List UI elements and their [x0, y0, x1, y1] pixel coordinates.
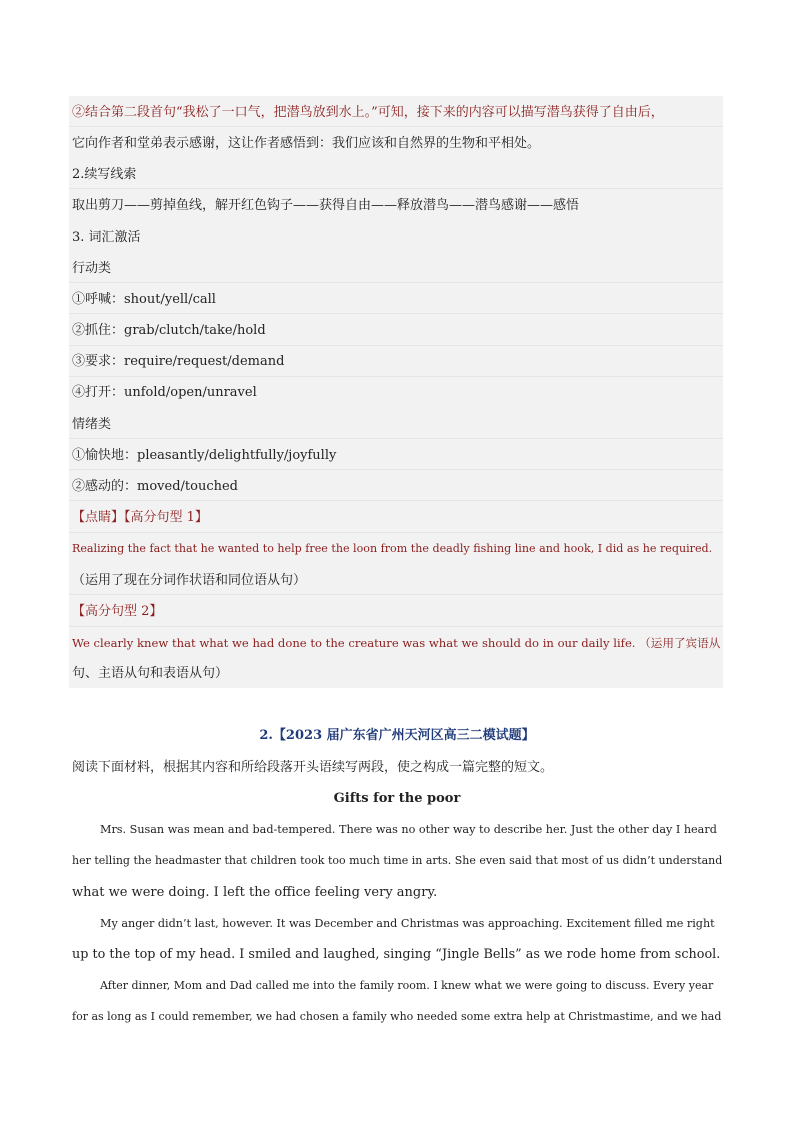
- story-line: for as long as I could remember, we had chosen a family who needed some extra help at Christmastime, and we had: [72, 1010, 722, 1023]
- action-item: ③要求：require/request/demand: [72, 354, 285, 369]
- question-instruction: 阅读下面材料，根据其内容和所给段落开头语续写两段，使之构成一篇完整的短文。: [72, 760, 554, 775]
- emotion-item: ②感动的：moved/touched: [72, 479, 238, 494]
- divider: [69, 376, 723, 377]
- story-line: what we were doing. I left the office feeling very angry.: [72, 885, 438, 900]
- sentence-2-heading: 【高分句型 2】: [72, 604, 163, 619]
- divider: [69, 500, 723, 501]
- divider: [69, 438, 723, 439]
- sentence-1: Realizing the fact that he wanted to help free the loon from the deadly fishing line and hook, I did as he required.: [72, 542, 713, 555]
- highlight-heading: 【点睛】【高分句型 1】: [72, 510, 208, 525]
- divider: [69, 594, 723, 595]
- divider: [69, 313, 723, 314]
- divider: [69, 345, 723, 346]
- sentence-1-note: （运用了现在分词作状语和同位语从句）: [72, 573, 307, 588]
- story-line: My anger didn’t last, however. It was December and Christmas was approaching. Excitement filled me right: [100, 917, 715, 930]
- clue-heading: 2.续写线索: [72, 167, 137, 182]
- divider: [69, 626, 723, 627]
- sentence-2: We clearly knew that what we had done to the creature was what we should do in our daily life. （运用了宾语从: [72, 636, 721, 650]
- analysis-point-2-cont: 它向作者和堂弟表示感谢，这让作者感悟到：我们应该和自然界的生物和平相处。: [72, 136, 541, 151]
- emotion-heading: 情绪类: [72, 417, 112, 432]
- analysis-point-2: ②结合第二段首句“我松了一口气，把潜鸟放到水上。”可知，接下来的内容可以描写潜鸟获得了自由后，: [72, 105, 664, 120]
- story-line: After dinner, Mom and Dad called me into the family room. I knew what we were going to discuss. Every year: [100, 979, 714, 992]
- action-item: ②抓住：grab/clutch/take/hold: [72, 323, 266, 338]
- divider: [69, 282, 723, 283]
- divider: [69, 126, 723, 127]
- action-item: ①呼喊：shout/yell/call: [72, 292, 216, 307]
- action-heading: 行动类: [72, 261, 112, 276]
- question-title: 2.【2023 届广东省广州天河区高三二模试题】: [259, 728, 535, 743]
- clue-text: 取出剪刀——剪掉鱼线，解开红色钩子——获得自由——释放潜鸟——潜鸟感谢——感悟: [72, 198, 580, 213]
- divider: [69, 532, 723, 533]
- divider: [69, 469, 723, 470]
- story-line: Mrs. Susan was mean and bad-tempered. There was no other way to describe her. Just the other day I heard: [100, 823, 717, 836]
- sentence-2-cont: 句、主语从句和表语从句）: [72, 666, 229, 681]
- vocab-heading: 3. 词汇激活: [72, 230, 141, 245]
- story-title: Gifts for the poor: [333, 791, 461, 806]
- action-item: ④打开：unfold/open/unravel: [72, 385, 257, 400]
- divider: [69, 188, 723, 189]
- story-line: up to the top of my head. I smiled and laughed, singing “Jingle Bells” as we rode home from school.: [72, 947, 721, 962]
- emotion-item: ①愉快地：pleasantly/delightfully/joyfully: [72, 448, 337, 463]
- story-line: her telling the headmaster that children took too much time in arts. She even said that most of us didn’t understand: [72, 854, 723, 867]
